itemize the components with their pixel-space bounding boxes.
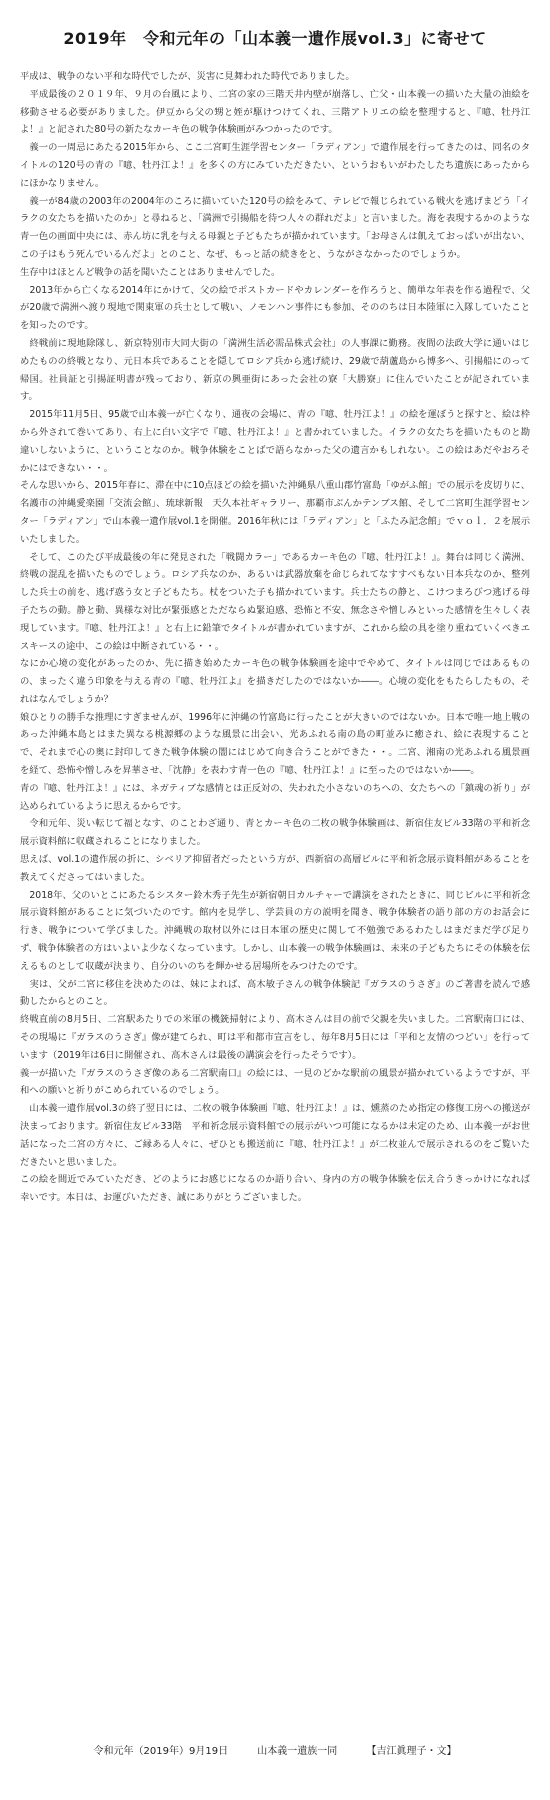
paragraph: 2018年、父のいとこにあたるシスター鈴木秀子先生が新宿朝日カルチャーで講演をされたときに、同じビルに平和祈念展示資料館があることに気づいたのです。館内を見学し、学芸員の方の説明を聞き、戦争体験者の語り部の方のお話会に行き、戦争について学びました。沖縄戦の取材以外には日本軍の歴史に関して不勉強であるわたしはまだまだ学び足りず、戦争体験者の方はいよいよ少なくなっています。しかし、山本義一の戦争体験画は、未来の子どもたちにその体験を伝えるものとして収蔵が決まり、自分のいのちを輝かせる居場所をみつけたのです。	[20, 889, 530, 972]
document-footer	[0, 1742, 550, 1757]
paragraph: 義一が描いた『ガラスのうさぎ像のある二宮駅南口』の絵には、一見のどかな駅前の風景が描かれているようですが、平和への願いと祈りがこめられているのでしょう。	[20, 1067, 530, 1097]
paragraph: 義一が84歳の2003年の2004年のころに描いていた120号の絵をみて、テレビで報じられている戦火を逃げまどう「イラクの女たちを描いたのか」と尋ねると、「満洲で引揚船を待つ人々の群れだよ」と言いました。海を表現するかのような青一色の画面中央には、赤ん坊に乳を与える母親と子どもたちが描かれています。「お母さんは飢えておっぱいが出ない、この子はもう死んでいるんだよ」とのこと、なぜ、もっと話の続きをと、うながさなかったのでしょうか。	[20, 195, 530, 260]
paragraph: 思えば、vol.1の遺作展の折に、シベリア抑留者だったという方が、西新宿の高層ビルに平和祈念展示資料館があることを教えてくださってはいました。	[20, 854, 530, 883]
paragraph: なにか心境の変化があったのか、先に描き始めたカーキ色の戦争体験画を途中でやめて、タイトルは同じではあるものの、まったく違う印象を与える青の『噫、牡丹江よ』を描きだしたのではないか――。心境の変化をもたらしたもの、それはなんでしょうか？	[20, 658, 530, 705]
paragraph: 平成最後の２０１９年、９月の台風により、二宮の家の三階天井内壁が崩落し、亡父・山本義一の描いた大量の油絵を移動させる必要がありました。伊豆から父の甥と姪が駆けつけてくれ、三階アトリエの絵を整理すると、『噫、牡丹江よ！』と記された80号の新たなカーキ色の戦争体験画がみつかったのです。	[20, 88, 530, 136]
paragraph: 終戦直前の8月5日、二宮駅あたりでの米軍の機銃掃射により、高木さんは目の前で父親を失いました。二宮駅南口には、その現場に『ガラスのうさぎ』像が建てられ、町は平和都市宣言をし、毎年8月5日には「平和と友情のつどい」を行っています（2019年は6日に開催され、高木さんは最後の講演会を行ったそうです）。	[20, 1014, 530, 1061]
paragraph: そんな思いから、2015年春に、滞在中に10点ほどの絵を描いた沖縄県八重山郡竹富島「ゆがふ館」での展示を皮切りに、名護市の沖縄愛楽園「交流会館」、琉球新報 天久本社ギャラリー、那覇市ぶんかテンブス館、そして二宮町生涯学習センター「ラディアン」で山本義一遺作展vol.1を開催。2016年秋には「ラディアン」と「ふたみ記念館」でｖｏｌ．２を展示いたしました。	[20, 480, 530, 545]
paragraph: 平成は、戦争のない平和な時代でしたが、災害に見舞われた時代でありました。	[20, 71, 355, 82]
paragraph: そして、このたび平成最後の年に発見された「戦闘カラー」であるカーキ色の『噫、牡丹江よ！』。舞台は同じく満洲、終戦の混乱を描いたものでしょう。ロシア兵なのか、あるいは武器放棄を命じられてなすすべもない日本兵なのか、整列した兵士の前を、逃げ惑う女と子どもたち。杖をついた子も描かれています。兵士たちの静と、こけつまろびつ逃げる母子たちの動。静と動、異様な対比が緊張感とただならぬ緊迫感、恐怖と不安、無念さや憎しみといった感情を生々しく表現しています。『噫、牡丹江よ！』と右上に鉛筆でタイトルが書かれていますが、これから絵の具を塗り重ねていくべきエスキースの途中、この絵は中断されている・・。	[20, 551, 530, 652]
document-body	[20, 68, 530, 1207]
footer-author: 【吉江眞理子・文】	[366, 1746, 457, 1757]
paragraph: 義一の一周忌にあたる2015年から、ここ二宮町生涯学習センター「ラディアン」で遺作展を行ってきたのは、同名のタイトルの120号の青の『噫、牡丹江よ！』を多くの方にみていただきたい、というおもいがわたしたち遺族にあったからにほかなりません。	[20, 142, 530, 189]
paragraph: 2015年11月5日、95歳で山本義一が亡くなり、通夜の会場に、青の『噫、牡丹江よ！』の絵を運ぼうと探すと、絵は枠から外されて巻いてあり、右上に白い文字で『噫、牡丹江よ！』と書かれていました。イラクの女たちを描いたものと勘違いしないように、ということなのか。戦争体験をことばで語らなかった父の遺言かもしれない。この絵はあだやおろそかにはできない・・。	[20, 409, 530, 474]
footer-signature: 山本義一遺族一同	[257, 1746, 338, 1757]
paragraph: 山本義一遺作展vol.3の終了翌日には、二枚の戦争体験画『噫、牡丹江よ！』は、燻蒸のため指定の修復工房への搬送が決まっております。新宿住友ビル33階 平和祈念展示資料館での展示がいつ可能になるかは未定のため、山本義一がお世話になった二宮の方々に、ご縁ある人々に、ぜひとも搬送前に『噫、牡丹江よ！』が二枚並んで展示されるのをご覧いただきたいと思いました。	[20, 1103, 530, 1168]
paragraph: 2013年から亡くなる2014年にかけて、父の絵でポストカードやカレンダーを作ろうと、簡単な年表を作る過程で、父が20歳で満洲へ渡り現地で関東軍の兵士として戦い、ノモンハン事件にも参加、そののちは日本陸軍に入隊していたことを知ったのです。	[20, 284, 530, 332]
paragraph: 実は、父が二宮に移住を決めたのは、妹によれば、高木敏子さんの戦争体験記『ガラスのうさぎ』のご著書を読んで感動したからとのこと。	[20, 978, 530, 1008]
footer-date: 令和元年（2019年）9月19日	[93, 1746, 229, 1757]
paragraph: 令和元年、災い転じて福となす、のことわざ通り、青とカーキ色の二枚の戦争体験画は、新宿住友ビル33階の平和祈念展示資料館に収蔵されることになりました。	[20, 818, 530, 848]
document-title: 2019年 令和元年の「山本義一遺作展vol.3」に寄せて	[63, 29, 487, 48]
paragraph: 終戦前に現地除隊し、新京特別市大同大街の「満洲生活必需品株式会社」の人事課に勤務。夜間の法政大学に通いはじめたものの終戦となり、元日本兵であることを隠してロシア兵から逃げ続け、29歳で葫蘆島から博多へ、引揚船にのって帰国。社員証と引揚証明書が残っており、新京の興亜街にあった会社の寮「大勝寮」に住んでいたことが記されています。	[20, 337, 530, 403]
paragraph: 娘ひとりの勝手な推理にすぎませんが、1996年に沖縄の竹富島に行ったことが大きいのではないか。日本で唯一地上戦のあった沖縄本島とはまた異なる桃源郷のような風景に出会い、光あふれる南の島の町並みに癒され、絵に表現することで、それまで心の奥に封印してきた戦争体験の闇にはじめて向き合うことができた・・。二宮、湘南の光あふれる風景画を経て、恐怖や憎しみを昇華させ、「沈静」を表わす青一色の『噫、牡丹江よ！』に至ったのではないか――。	[20, 711, 530, 777]
paragraph: この絵を間近でみていただき、どのようにお感じになるのか語り合い、身内の方の戦争体験を伝え合うきっかけになれば幸いです。本日は、お運びいただき、誠にありがとうございました。	[20, 1174, 530, 1204]
paragraph: 生存中はほとんど戦争の話を聞いたことはありませんでした。	[20, 266, 281, 278]
paragraph: 青の『噫、牡丹江よ！』には、ネガティブな感情とは正反対の、失われた小さないのちへの、女たちへの「鎮魂の祈り」が込められているように思えるからです。	[20, 782, 530, 812]
